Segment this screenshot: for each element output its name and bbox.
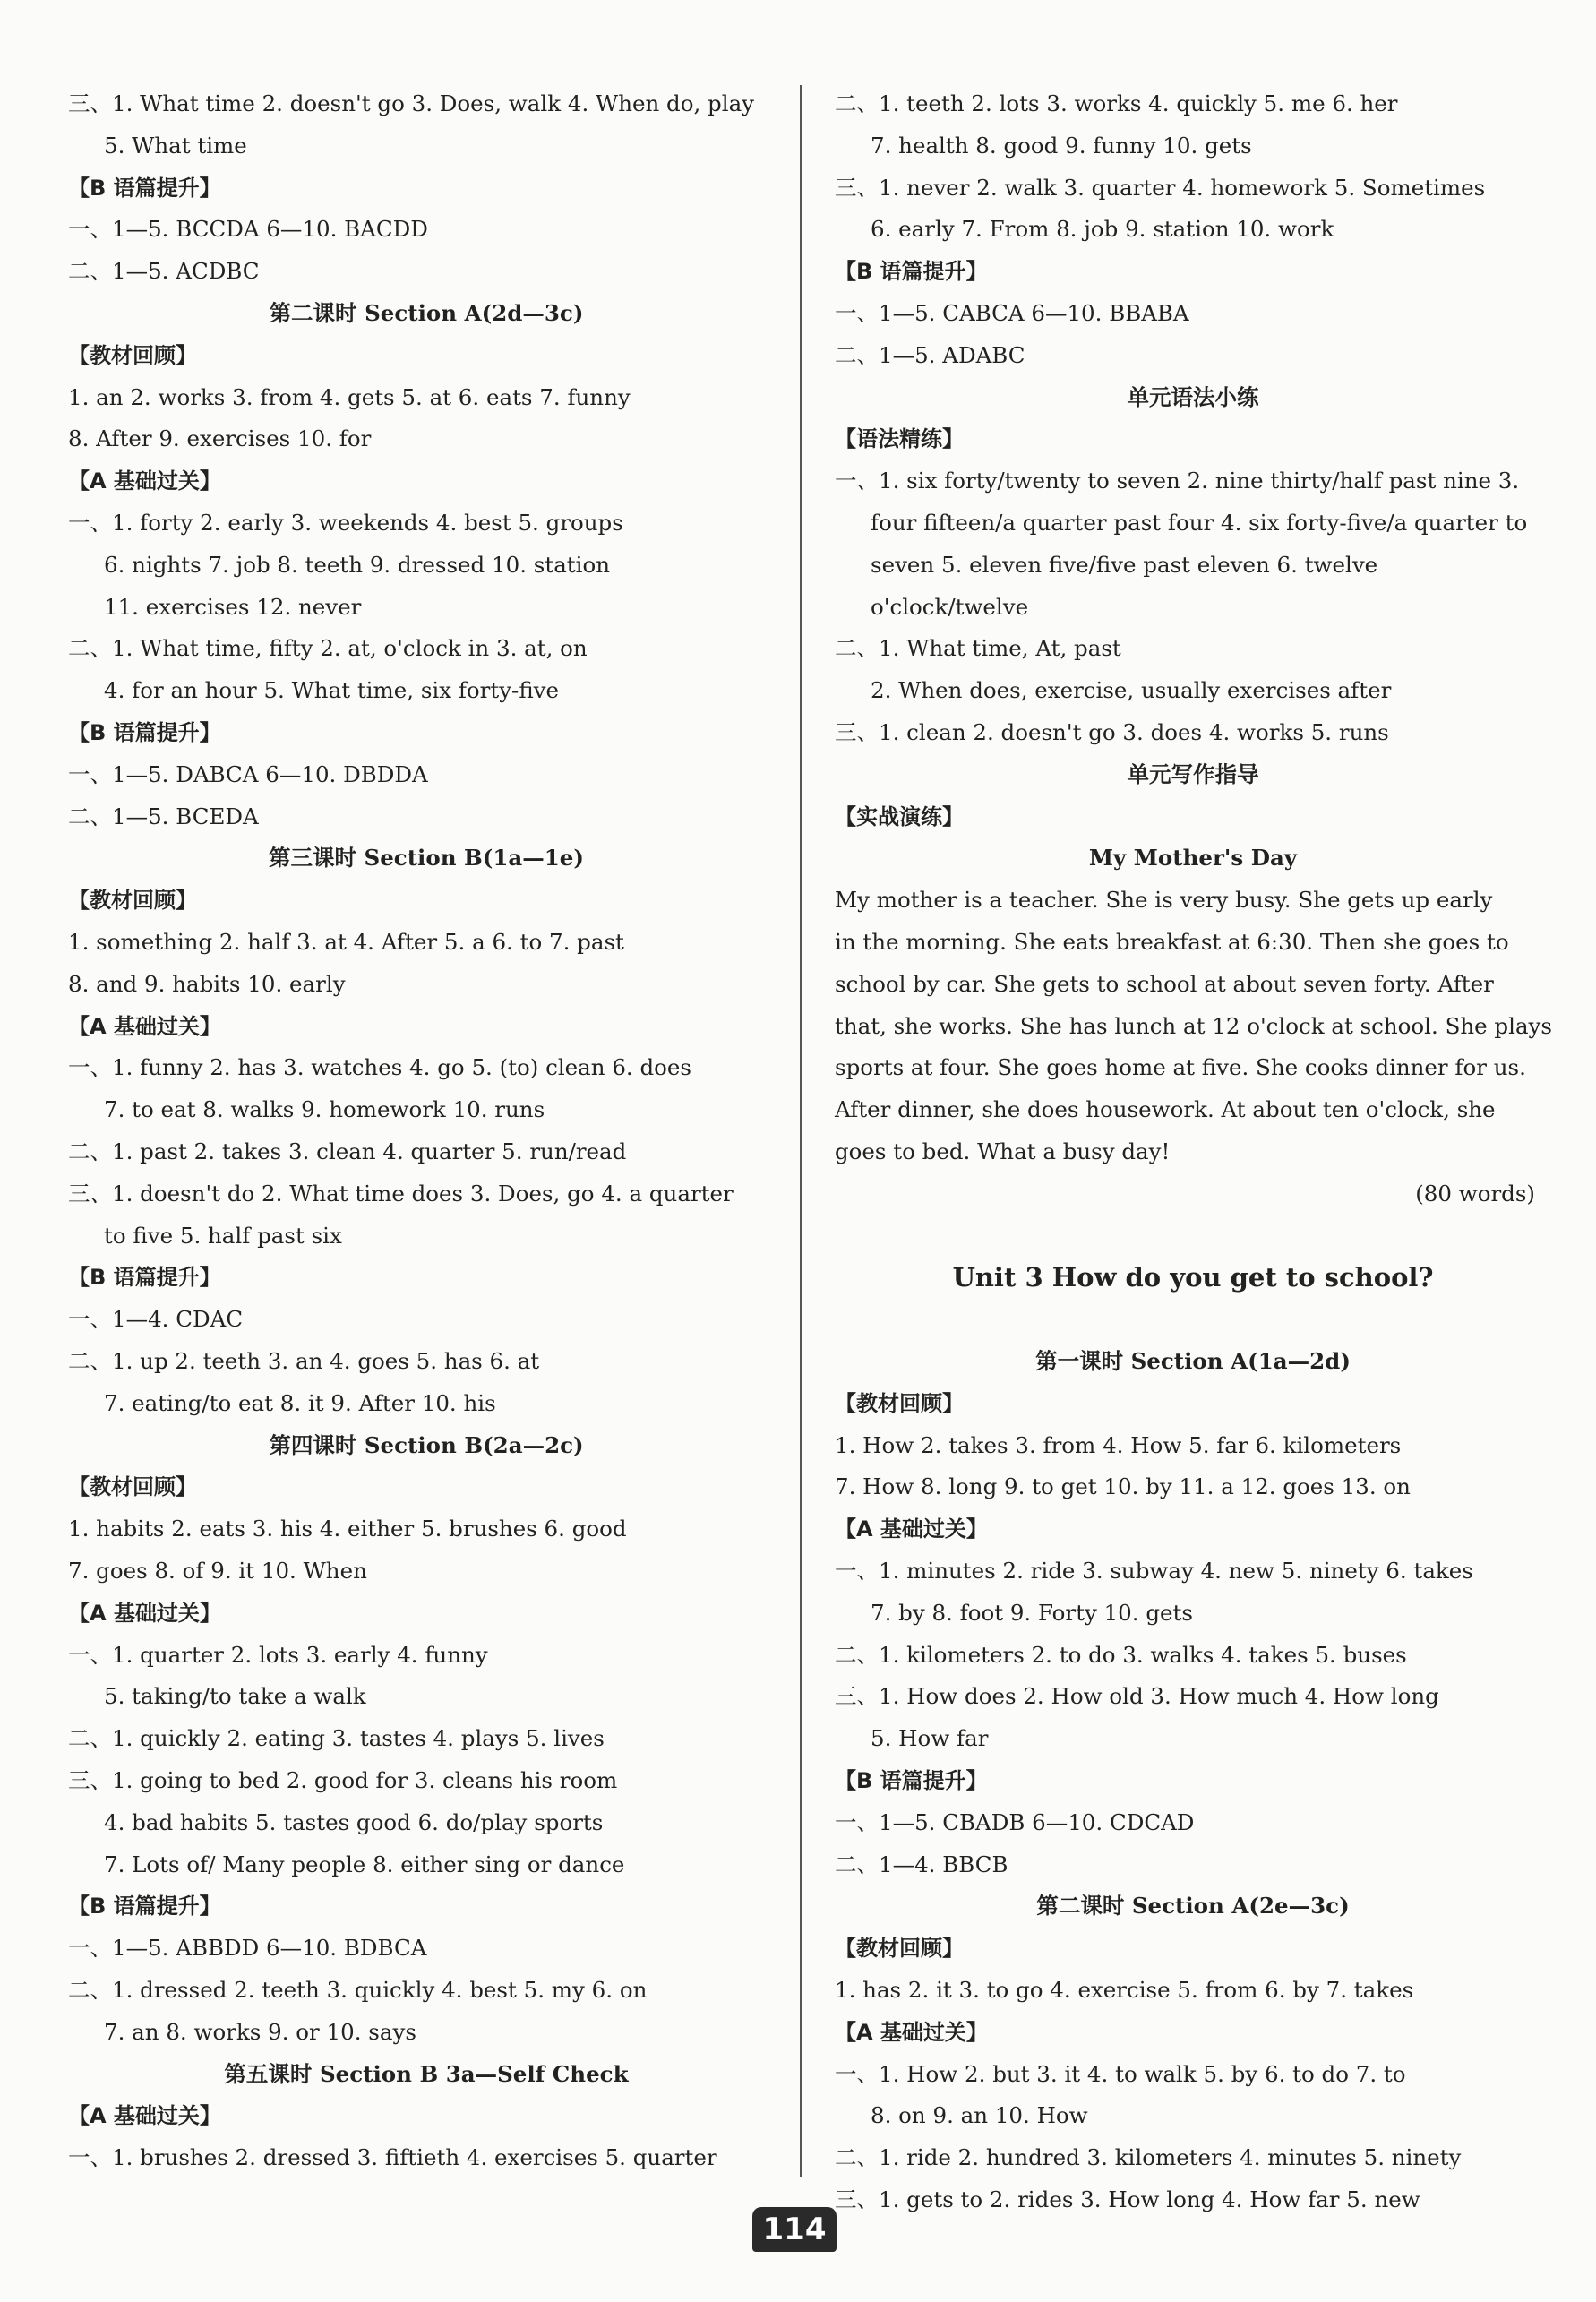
answer-line: 4. for an hour 5. What time, six forty-five: [104, 677, 560, 704]
answer-line: 7. to eat 8. walks 9. homework 10. runs: [104, 1096, 545, 1123]
answer-line: 二、1. quickly 2. eating 3. tastes 4. plays 5. lives: [68, 1725, 605, 1752]
answer-line: 一、1. minutes 2. ride 3. subway 4. new 5. ninety 6. takes: [835, 1558, 1473, 1584]
section-heading: 【B 语篇提升】: [68, 1894, 221, 1920]
essay-line: that, she works. She has lunch at 12 o'clock at school. She plays: [835, 1012, 1552, 1039]
answer-line: 三、1. going to bed 2. good for 3. cleans his room: [68, 1767, 618, 1793]
lesson-title: 第二课时 Section A(2d—3c): [269, 300, 584, 326]
lesson-title: My Mother's Day: [1088, 845, 1298, 872]
section-heading: 【B 语篇提升】: [68, 1265, 221, 1291]
answer-line: o'clock/twelve: [871, 593, 1029, 620]
answer-line: 一、1. quarter 2. lots 3. early 4. funny: [68, 1641, 488, 1668]
lesson-title: 单元语法小练: [1127, 383, 1259, 410]
answer-line: 1. an 2. works 3. from 4. gets 5. at 6. eats 7. funny: [68, 383, 631, 410]
answer-line: 4. bad habits 5. tastes good 6. do/play sports: [104, 1808, 604, 1835]
section-heading: 【教材回顾】: [68, 888, 197, 914]
lesson-title: 第三课时 Section B(1a—1e): [269, 845, 584, 872]
answer-line: 6. early 7. From 8. job 9. station 10. work: [871, 216, 1334, 243]
answer-line: 5. What time: [104, 132, 247, 159]
section-heading: 【A 基础过关】: [68, 468, 221, 494]
answer-line: 一、1. How 2. but 3. it 4. to walk 5. by 6. to do 7. to: [835, 2060, 1406, 2087]
section-heading: 【A 基础过关】: [68, 1600, 221, 1626]
answer-line: 二、1. What time, At, past: [835, 635, 1121, 662]
section-heading: 【教材回顾】: [68, 342, 197, 368]
answer-line: 三、1. doesn't do 2. What time does 3. Does, go 4. a quarter: [68, 1180, 734, 1207]
answer-line: 二、1. dressed 2. teeth 3. quickly 4. best 5. my 6. on: [68, 1977, 648, 2003]
answer-line: 一、1—5. BCCDA 6—10. BACDD: [68, 216, 428, 243]
section-heading: 【实战演练】: [835, 803, 964, 829]
answer-line: 一、1—5. ABBDD 6—10. BDBCA: [68, 1935, 427, 1962]
essay-line: in the morning. She eats breakfast at 6:30. Then she goes to: [835, 929, 1509, 955]
answer-line: 7. an 8. works 9. or 10. says: [104, 2018, 416, 2045]
answer-line: 7. by 8. foot 9. Forty 10. gets: [871, 1599, 1193, 1626]
essay-line: sports at four. She goes home at five. She cooks dinner for us.: [835, 1054, 1526, 1081]
essay-line: school by car. She gets to school at about seven forty. After: [835, 970, 1494, 997]
section-heading: 【B 语篇提升】: [68, 175, 221, 201]
answer-line: 1. habits 2. eats 3. his 4. either 5. brushes 6. good: [68, 1516, 627, 1542]
answer-line: 5. taking/to take a walk: [104, 1683, 366, 1710]
page-number: 114: [752, 2207, 837, 2252]
answer-line: seven 5. eleven five/five past eleven 6. twelve: [871, 551, 1378, 578]
answer-line: 二、1—5. ADABC: [835, 341, 1025, 368]
answer-line: 三、1. never 2. walk 3. quarter 4. homework 5. Sometimes: [835, 174, 1486, 201]
answer-line: 二、1—5. ACDBC: [68, 258, 260, 285]
section-heading: 【教材回顾】: [835, 1936, 964, 1962]
answer-line: 二、1. up 2. teeth 3. an 4. goes 5. has 6. at: [68, 1348, 540, 1374]
unit-title: Unit 3 How do you get to school?: [952, 1262, 1434, 1293]
answer-line: 二、1. teeth 2. lots 3. works 4. quickly 5. me 6. her: [835, 90, 1398, 116]
answer-line: 二、1—4. BBCB: [835, 1851, 1008, 1877]
answer-line: 8. on 9. an 10. How: [871, 2102, 1088, 2129]
answer-line: 三、1. gets to 2. rides 3. How long 4. How far 5. new: [835, 2186, 1420, 2212]
section-heading: 【A 基础过关】: [835, 2019, 988, 2045]
section-heading: 【A 基础过关】: [68, 1013, 221, 1039]
answer-line: 一、1—5. DABCA 6—10. DBDDA: [68, 760, 428, 787]
section-heading: 【B 语篇提升】: [68, 720, 221, 745]
answer-line: 二、1—5. BCEDA: [68, 803, 259, 829]
section-heading: 【语法精练】: [835, 426, 964, 452]
answer-line: 三、1. What time 2. doesn't go 3. Does, walk 4. When do, play: [68, 90, 755, 116]
answer-line: 一、1—5. CBADB 6—10. CDCAD: [835, 1808, 1195, 1835]
section-heading: 【教材回顾】: [835, 1390, 964, 1416]
answer-line: 二、1. kilometers 2. to do 3. walks 4. takes 5. buses: [835, 1641, 1407, 1668]
answer-line: 7. How 8. long 9. to get 10. by 11. a 12. goes 13. on: [835, 1473, 1411, 1500]
lesson-title: 第五课时 Section B 3a—Self Check: [224, 2060, 629, 2087]
answer-line: 1. something 2. half 3. at 4. After 5. a 6. to 7. past: [68, 929, 624, 955]
lesson-title: 第四课时 Section B(2a—2c): [269, 1431, 584, 1458]
answer-line: 7. Lots of/ Many people 8. either sing or dance: [104, 1851, 625, 1877]
answer-line: 8. and 9. habits 10. early: [68, 970, 346, 997]
answer-line: 8. After 9. exercises 10. for: [68, 425, 372, 452]
answer-line: 一、1. six forty/twenty to seven 2. nine thirty/half past nine 3.: [835, 468, 1520, 494]
answer-line: 三、1. How does 2. How old 3. How much 4. How long: [835, 1683, 1439, 1710]
section-heading: 【教材回顾】: [68, 1474, 197, 1500]
word-count: (80 words): [1415, 1180, 1535, 1207]
essay-line: goes to bed. What a busy day!: [835, 1138, 1171, 1164]
answer-line: 一、1—5. CABCA 6—10. BBABA: [835, 300, 1189, 326]
column-divider: [800, 85, 802, 2177]
answer-line: 1. How 2. takes 3. from 4. How 5. far 6. kilometers: [835, 1431, 1402, 1458]
answer-line: 2. When does, exercise, usually exercises after: [871, 677, 1392, 704]
lesson-title: 单元写作指导: [1127, 760, 1259, 787]
section-heading: 【A 基础过关】: [835, 1516, 988, 1542]
answer-line: 一、1. brushes 2. dressed 3. fiftieth 4. exercises 5. quarter: [68, 2144, 717, 2171]
section-heading: 【B 语篇提升】: [835, 1768, 988, 1793]
answer-line: 11. exercises 12. never: [104, 593, 362, 620]
answer-line: to five 5. half past six: [104, 1222, 342, 1249]
essay-line: After dinner, she does housework. At about ten o'clock, she: [835, 1096, 1496, 1123]
answer-line: 5. How far: [871, 1725, 989, 1752]
answer-line: 一、1. funny 2. has 3. watches 4. go 5. (to) clean 6. does: [68, 1054, 692, 1081]
answer-line: 二、1. What time, fifty 2. at, o'clock in 3. at, on: [68, 635, 588, 662]
answer-line: 7. eating/to eat 8. it 9. After 10. his: [104, 1389, 496, 1416]
answer-line: 7. health 8. good 9. funny 10. gets: [871, 132, 1252, 159]
answer-line: four fifteen/a quarter past four 4. six forty-five/a quarter to: [871, 510, 1528, 536]
answer-line: 一、1—4. CDAC: [68, 1306, 244, 1333]
answer-line: 一、1. forty 2. early 3. weekends 4. best 5. groups: [68, 510, 623, 536]
answer-line: 6. nights 7. job 8. teeth 9. dressed 10. station: [104, 551, 611, 578]
answer-line: 1. has 2. it 3. to go 4. exercise 5. from 6. by 7. takes: [835, 1977, 1414, 2003]
lesson-title: 第二课时 Section A(2e—3c): [1036, 1893, 1350, 1920]
answer-line: 7. goes 8. of 9. it 10. When: [68, 1558, 367, 1584]
answer-line: 二、1. past 2. takes 3. clean 4. quarter 5. run/read: [68, 1138, 627, 1164]
section-heading: 【B 语篇提升】: [835, 259, 988, 285]
answer-line: 二、1. ride 2. hundred 3. kilometers 4. minutes 5. ninety: [835, 2144, 1462, 2171]
section-heading: 【A 基础过关】: [68, 2103, 221, 2129]
answer-line: 三、1. clean 2. doesn't go 3. does 4. works 5. runs: [835, 719, 1389, 745]
lesson-title: 第一课时 Section A(1a—2d): [1035, 1348, 1351, 1374]
essay-line: My mother is a teacher. She is very busy. She gets up early: [835, 887, 1493, 914]
